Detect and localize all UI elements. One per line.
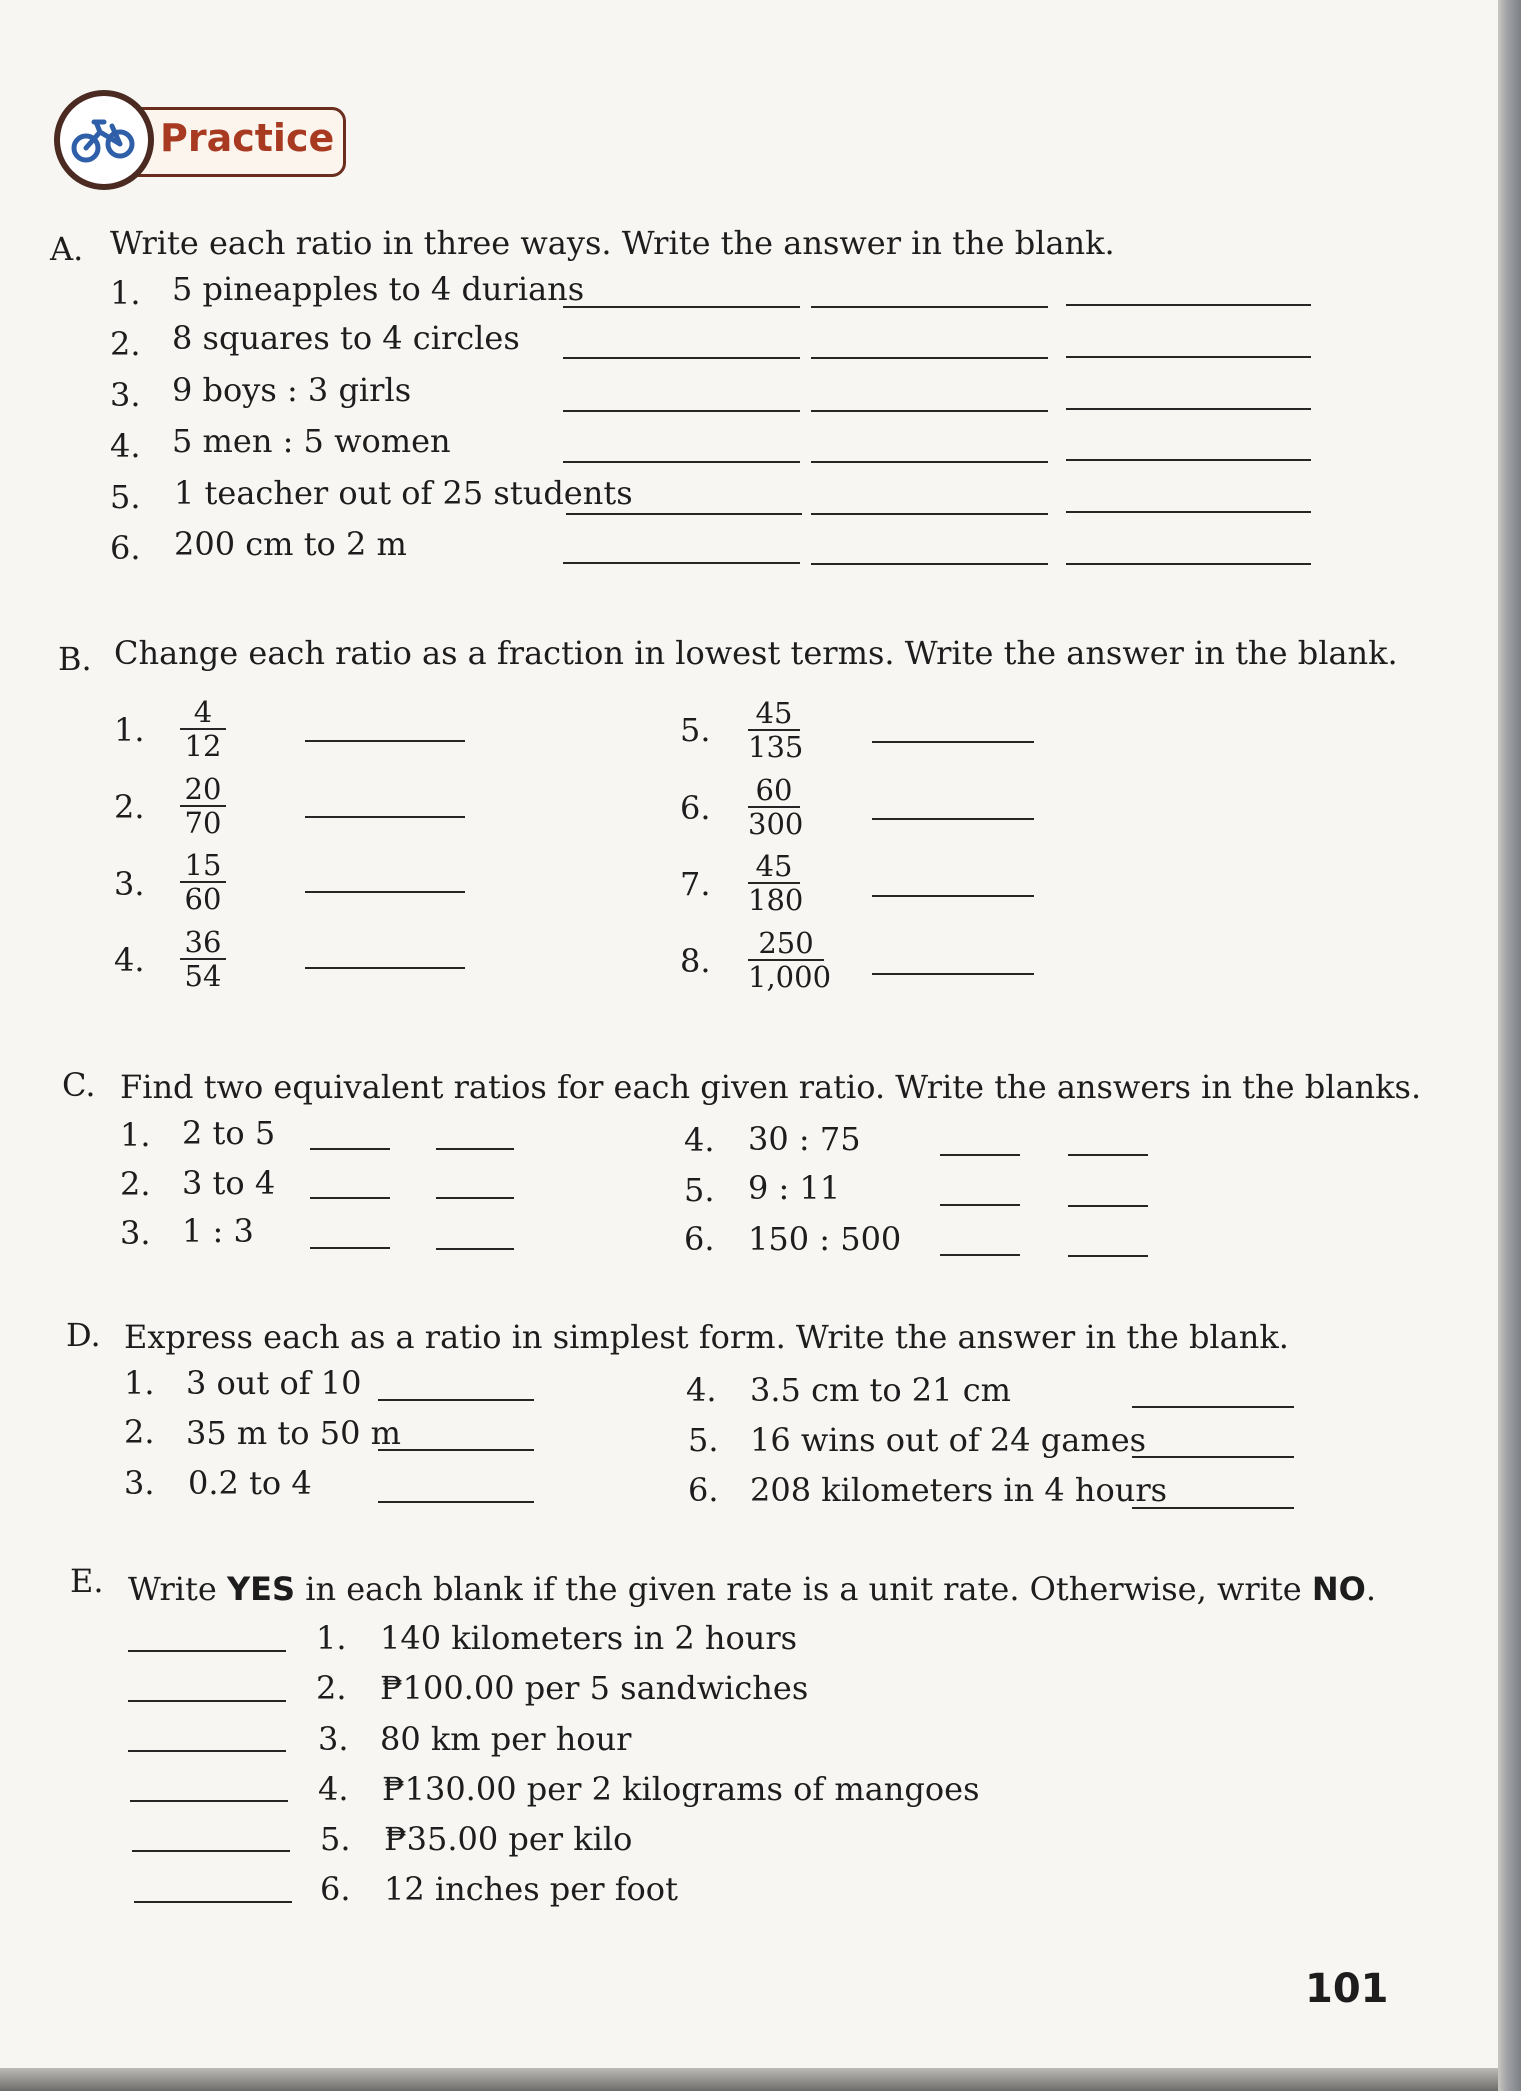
fraction <box>748 849 804 917</box>
answer-blank[interactable] <box>1132 1456 1294 1458</box>
list-item-number: 2. <box>124 1413 155 1451</box>
list-item-number: 4. <box>318 1770 349 1808</box>
answer-blank[interactable] <box>128 1750 286 1752</box>
answer-blank[interactable] <box>811 513 1048 515</box>
page-number: 101 <box>1305 1966 1389 2012</box>
answer-blank[interactable] <box>132 1850 290 1852</box>
list-item-text: ₱100.00 per 5 sandwiches <box>380 1669 809 1707</box>
list-item-number: 4. <box>110 427 141 465</box>
list-item-text: 35 m to 50 m <box>186 1414 401 1452</box>
list-item-text: 30 : 75 <box>748 1120 861 1158</box>
answer-blank[interactable] <box>566 513 802 515</box>
answer-blank[interactable] <box>310 1148 390 1150</box>
badge-icon-circle <box>54 90 154 190</box>
fraction-denominator: 70 <box>184 806 222 840</box>
list-item-number: 2. <box>110 325 141 363</box>
answer-blank[interactable] <box>1066 459 1311 461</box>
answer-blank[interactable] <box>940 1254 1020 1256</box>
list-item-text: 3 out of 10 <box>186 1364 362 1402</box>
list-item-text: 200 cm to 2 m <box>174 525 407 563</box>
section-d-letter: D. <box>66 1316 101 1354</box>
list-item-text: 5 men : 5 women <box>172 422 451 460</box>
list-item-text: 5 pineapples to 4 durians <box>172 270 585 308</box>
list-item-text: 16 wins out of 24 games <box>750 1421 1147 1459</box>
answer-blank[interactable] <box>563 306 800 308</box>
list-item-text: 9 boys : 3 girls <box>172 371 412 409</box>
list-item-number: 6. <box>110 529 141 567</box>
list-item-number: 2. <box>316 1669 347 1707</box>
answer-blank[interactable] <box>436 1248 514 1250</box>
fraction-denominator: 60 <box>184 882 222 916</box>
instruction-text: in each blank if the given rate is a unit rate. Otherwise, write <box>295 1570 1312 1608</box>
answer-blank[interactable] <box>310 1247 390 1249</box>
answer-blank[interactable] <box>1068 1154 1148 1156</box>
page-bottom-shadow <box>0 2068 1498 2091</box>
answer-blank[interactable] <box>940 1154 1020 1156</box>
answer-blank[interactable] <box>811 563 1048 565</box>
fraction-denominator: 12 <box>184 729 222 763</box>
fraction <box>748 926 832 994</box>
answer-blank[interactable] <box>305 967 465 969</box>
fraction <box>180 774 226 838</box>
section-c-instruction: Find two equivalent ratios for each given ratio. Write the answers in the blanks. <box>120 1068 1422 1106</box>
answer-blank[interactable] <box>130 1800 288 1802</box>
list-item-number: 5. <box>680 711 711 749</box>
fraction-numerator: 36 <box>184 925 222 959</box>
answer-blank[interactable] <box>1066 563 1311 565</box>
answer-blank[interactable] <box>305 740 465 742</box>
section-a-instruction: Write each ratio in three ways. Write the answer in the blank. <box>110 224 1115 262</box>
answer-blank[interactable] <box>1068 1255 1148 1257</box>
answer-blank[interactable] <box>1132 1406 1294 1408</box>
badge-label: Practice <box>160 116 335 160</box>
fraction <box>180 927 226 991</box>
list-item-number: 8. <box>680 942 711 980</box>
answer-blank[interactable] <box>563 410 800 412</box>
answer-blank[interactable] <box>872 741 1034 743</box>
answer-blank[interactable] <box>1068 1205 1148 1207</box>
answer-blank[interactable] <box>811 410 1048 412</box>
practice-badge <box>52 102 350 178</box>
list-item-number: 3. <box>318 1720 349 1758</box>
fraction-numerator: 20 <box>184 772 222 806</box>
list-item-number: 6. <box>680 789 711 827</box>
answer-blank[interactable] <box>128 1650 286 1652</box>
list-item-number: 3. <box>120 1214 151 1252</box>
page-edge-shadow <box>1498 0 1521 2091</box>
bicycle-icon <box>60 96 148 184</box>
list-item-number: 6. <box>320 1870 351 1908</box>
answer-blank[interactable] <box>811 306 1048 308</box>
answer-blank[interactable] <box>563 562 800 564</box>
list-item-text: ₱130.00 per 2 kilograms of mangoes <box>382 1770 980 1808</box>
list-item-number: 4. <box>684 1121 715 1159</box>
list-item-text: 8 squares to 4 circles <box>172 319 520 357</box>
list-item-text: 1 teacher out of 25 students <box>174 474 633 512</box>
section-a-letter: A. <box>50 230 84 268</box>
section-e-letter: E. <box>70 1562 104 1600</box>
list-item-number: 2. <box>114 788 145 826</box>
fraction-denominator: 54 <box>184 959 222 993</box>
answer-blank[interactable] <box>1066 356 1311 358</box>
list-item-number: 5. <box>320 1820 351 1858</box>
fraction-denominator: 300 <box>748 807 804 841</box>
fraction <box>748 696 804 764</box>
list-item-number: 3. <box>114 865 145 903</box>
fraction-numerator: 45 <box>755 696 793 730</box>
fraction <box>180 850 226 914</box>
answer-blank[interactable] <box>811 357 1048 359</box>
answer-blank[interactable] <box>134 1901 292 1903</box>
list-item-text: 12 inches per foot <box>384 1870 678 1908</box>
list-item-text: 140 kilometers in 2 hours <box>380 1619 798 1657</box>
section-d-instruction: Express each as a ratio in simplest form. Write the answer in the blank. <box>124 1318 1289 1356</box>
list-item-number: 1. <box>110 274 141 312</box>
list-item-number: 7. <box>680 865 711 903</box>
fraction-denominator: 180 <box>748 883 804 917</box>
answer-blank[interactable] <box>310 1197 390 1199</box>
fraction <box>748 773 804 841</box>
instruction-text: Write <box>128 1570 227 1608</box>
list-item-text: ₱35.00 per kilo <box>384 1820 633 1858</box>
answer-blank[interactable] <box>872 818 1034 820</box>
fraction-numerator: 45 <box>755 849 793 883</box>
instruction-yes: YES <box>226 1570 296 1608</box>
list-item-text: 150 : 500 <box>748 1220 902 1258</box>
answer-blank[interactable] <box>305 816 465 818</box>
answer-blank[interactable] <box>305 891 465 893</box>
answer-blank[interactable] <box>378 1501 534 1503</box>
answer-blank[interactable] <box>378 1449 534 1451</box>
answer-blank[interactable] <box>1132 1507 1294 1509</box>
fraction-numerator: 4 <box>193 695 213 729</box>
fraction <box>180 697 226 761</box>
section-c-letter: C. <box>62 1066 96 1104</box>
list-item-number: 1. <box>316 1619 347 1657</box>
list-item-number: 5. <box>684 1171 715 1209</box>
fraction-numerator: 250 <box>758 926 814 960</box>
list-item-text: 208 kilometers in 4 hours <box>750 1471 1168 1509</box>
answer-blank[interactable] <box>872 973 1034 975</box>
list-item-text: 9 : 11 <box>748 1169 841 1207</box>
answer-blank[interactable] <box>128 1700 286 1702</box>
fraction-numerator: 15 <box>184 848 222 882</box>
answer-blank[interactable] <box>1066 408 1311 410</box>
list-item-number: 5. <box>688 1421 719 1459</box>
answer-blank[interactable] <box>872 895 1034 897</box>
section-b-letter: B. <box>58 640 92 678</box>
list-item-text: 1 : 3 <box>182 1212 254 1250</box>
list-item-text: 80 km per hour <box>380 1720 632 1758</box>
list-item-number: 1. <box>124 1364 155 1402</box>
list-item-number: 6. <box>688 1471 719 1509</box>
answer-blank[interactable] <box>436 1197 514 1199</box>
answer-blank[interactable] <box>811 461 1048 463</box>
answer-blank[interactable] <box>436 1148 514 1150</box>
answer-blank[interactable] <box>1066 304 1311 306</box>
list-item-text: 0.2 to 4 <box>188 1464 312 1502</box>
list-item-number: 6. <box>684 1220 715 1258</box>
list-item-text: 3.5 cm to 21 cm <box>750 1371 1011 1409</box>
section-b-instruction: Change each ratio as a fraction in lowest terms. Write the answer in the blank. <box>114 634 1398 672</box>
answer-blank[interactable] <box>1066 511 1311 513</box>
instruction-no: NO <box>1311 1570 1366 1608</box>
instruction-text: . <box>1365 1570 1376 1608</box>
list-item-number: 1. <box>114 711 145 749</box>
list-item-number: 4. <box>114 941 145 979</box>
list-item-number: 3. <box>110 376 141 414</box>
answer-blank[interactable] <box>940 1204 1020 1206</box>
list-item-number: 5. <box>110 478 141 516</box>
list-item-number: 4. <box>686 1371 717 1409</box>
list-item-number: 2. <box>120 1165 151 1203</box>
answer-blank[interactable] <box>563 461 800 463</box>
list-item-text: 3 to 4 <box>182 1164 276 1202</box>
section-e-instruction <box>128 1570 1376 1608</box>
list-item-number: 1. <box>120 1116 151 1154</box>
fraction-numerator: 60 <box>755 773 793 807</box>
list-item-number: 3. <box>124 1464 155 1502</box>
answer-blank[interactable] <box>563 357 800 359</box>
list-item-text: 2 to 5 <box>182 1114 276 1152</box>
answer-blank[interactable] <box>378 1399 534 1401</box>
fraction-denominator: 1,000 <box>748 960 832 994</box>
fraction-denominator: 135 <box>748 730 804 764</box>
